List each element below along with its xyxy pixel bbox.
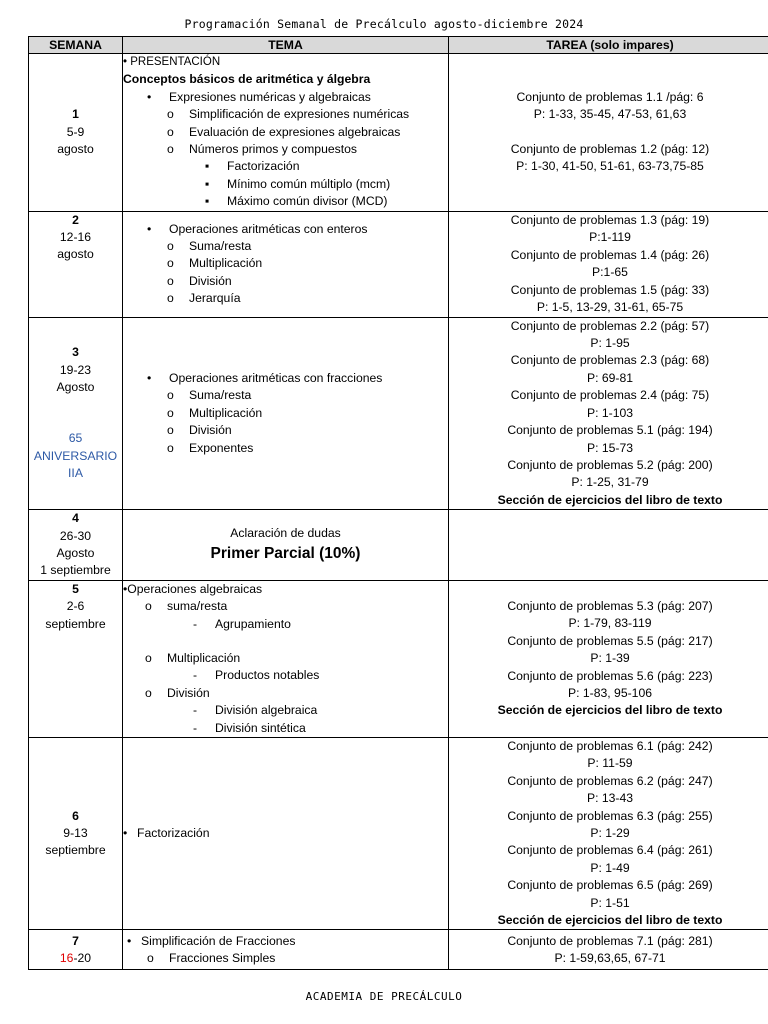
list-item: • Simplificación de Fracciones: [127, 933, 296, 948]
assignment-line: Conjunto de problemas 5.1 (pág: 194): [507, 423, 713, 438]
list-item: - División algebraica: [193, 703, 318, 718]
week-cell: [29, 738, 123, 930]
list-item: - División sintética: [193, 720, 306, 735]
list-item: o Evaluación de expresiones algebraicas: [167, 124, 401, 139]
tarea-cell: [449, 211, 768, 317]
list-item: ▪ Máximo común divisor (MCD): [205, 194, 388, 209]
list-item: - Agrupamiento: [193, 616, 291, 631]
tarea-cell: [449, 738, 768, 930]
week-cell: [29, 930, 123, 970]
list-item: - Productos notables: [193, 668, 320, 683]
week-cell: [29, 510, 123, 581]
assignment-line: P: 1-103: [586, 405, 634, 420]
assignment-line: P:1-119: [589, 230, 631, 245]
assignment-line: Conjunto de problemas 5.2 (pág: 200): [507, 457, 713, 472]
week-extra-date: 1 septiembre: [40, 563, 111, 578]
week-cell: [29, 317, 123, 509]
week-row-1: [29, 54, 768, 212]
assignment-line: P: 1-33, 35-45, 47-53, 61,63: [533, 107, 687, 122]
list-item: o División: [167, 423, 232, 438]
assignment-line: Conjunto de problemas 2.4 (pág: 75): [510, 388, 710, 403]
assignment-line: Conjunto de problemas 6.5 (pág: 269): [507, 878, 713, 893]
assignment-line: Conjunto de problemas 1.4 (pág: 26): [510, 247, 710, 262]
week-number: 2: [72, 212, 79, 227]
assignment-line: P: 11-59: [587, 756, 633, 771]
week-dates: 16-20: [59, 950, 92, 965]
tarea-cell: [449, 317, 768, 509]
header-tarea: TAREA (solo impares): [449, 37, 768, 54]
list-item: • PRESENTACIÓN: [123, 56, 221, 68]
assignment-line: Conjunto de problemas 6.3 (pág: 255): [507, 808, 713, 823]
anniversary-note: 65: [68, 431, 83, 446]
tema-cell: [123, 54, 449, 212]
tema-cell: [123, 211, 449, 317]
assignment-line: P: 1-39: [590, 651, 630, 666]
week-number: 7: [72, 933, 79, 948]
assignment-line: Sección de ejercicios del libro de texto: [497, 492, 723, 507]
week-row-7: [29, 930, 768, 970]
week-month: Agosto: [56, 545, 95, 560]
tema-cell: [123, 510, 449, 581]
list-item: •Operaciones algebraicas: [123, 581, 263, 596]
week-dates: 9-13: [63, 826, 88, 841]
assignment-line: P:1-65: [592, 265, 628, 280]
list-item: o Fracciones Simples: [147, 950, 276, 965]
assignment-line: Conjunto de problemas 5.3 (pág: 207): [507, 598, 713, 613]
tarea-cell: [449, 930, 768, 970]
week-dates: 2-6: [66, 599, 85, 614]
assignment-line: Conjunto de problemas 5.5 (pág: 217): [507, 633, 713, 648]
list-item: o suma/resta: [145, 599, 228, 614]
list-item: • Expresiones numéricas y algebraicas: [147, 89, 371, 104]
week-number: 3: [72, 345, 79, 360]
tema-cell: [123, 930, 449, 970]
list-item: o Exponentes: [167, 440, 254, 455]
week-number: 4: [72, 511, 79, 526]
list-item: o División: [167, 273, 232, 288]
list-item: ▪ Mínimo común múltiplo (mcm): [205, 176, 391, 191]
week-cell: [29, 580, 123, 737]
assignment-line: P: 69-81: [586, 370, 634, 385]
topic-heading: Conceptos básicos de aritmética y álgebra: [123, 72, 371, 87]
week-dates: 19-23: [59, 362, 92, 377]
list-item: o División: [145, 685, 210, 700]
assignment-line: P: 1-5, 13-29, 31-61, 65-75: [536, 299, 684, 314]
assignment-line: Conjunto de problemas 1.3 (pág: 19): [510, 212, 710, 227]
assignment-line: P: 1-30, 41-50, 51-61, 63-73,75-85: [516, 159, 704, 174]
assignment-line: Conjunto de problemas 2.3 (pág: 68): [510, 353, 710, 368]
anniversary-note: IIA: [68, 466, 83, 481]
list-item: ▪ Factorización: [205, 159, 300, 174]
list-item: o Suma/resta: [167, 388, 252, 403]
tema-cell: [123, 317, 449, 509]
list-item: o Simplificación de expresiones numéricas: [167, 107, 410, 122]
tarea-cell: [449, 580, 768, 737]
week-row-6: [29, 738, 768, 930]
week-dates: 26-30: [59, 528, 92, 543]
clarification-text: Aclaración de dudas: [230, 526, 341, 541]
week-month: septiembre: [45, 616, 106, 631]
header-tema: TEMA: [123, 37, 449, 54]
list-item: • Factorización: [123, 826, 210, 841]
week-row-5: [29, 580, 768, 737]
week-cell: [29, 211, 123, 317]
assignment-line: Conjunto de problemas 1.5 (pág: 33): [510, 282, 710, 297]
list-item: o Multiplicación: [145, 650, 241, 665]
assignment-line: P: 1-29: [590, 826, 630, 841]
week-number: 6: [72, 808, 79, 823]
assignment-line: Conjunto de problemas 7.1 (pág: 281): [507, 933, 713, 948]
week-number: 5: [72, 581, 79, 596]
tarea-cell: [449, 510, 768, 581]
list-item: • Operaciones aritméticas con enteros: [147, 221, 368, 236]
week-month: septiembre: [45, 843, 106, 858]
assignment-line: P: 1-25, 31-79: [571, 475, 649, 490]
week-row-2: [29, 211, 768, 317]
assignment-line: Conjunto de problemas 1.2 (pág: 12): [510, 141, 710, 156]
assignment-line: Conjunto de problemas 1.1 /pág: 6: [516, 90, 704, 105]
assignment-line: P: 1-51: [590, 895, 630, 910]
assignment-line: Sección de ejercicios del libro de texto: [497, 703, 723, 718]
list-item: o Suma/resta: [167, 239, 252, 254]
week-month: agosto: [57, 247, 94, 262]
document-title: Programación Semanal de Precálculo agosto-diciembre 2024: [184, 17, 584, 31]
list-item: o Multiplicación: [167, 256, 263, 271]
table-header-row: [29, 37, 768, 54]
week-month: Agosto: [56, 379, 95, 394]
week-dates: 12-16: [59, 230, 92, 245]
week-dates: 5-9: [66, 124, 85, 139]
footer-text: ACADEMIA DE PRECÁLCULO: [305, 990, 463, 1003]
exam-label: Primer Parcial (10%): [210, 544, 361, 562]
assignment-line: Conjunto de problemas 6.1 (pág: 242): [507, 739, 713, 753]
schedule-table: [28, 36, 768, 970]
assignment-line: Sección de ejercicios del libro de texto: [497, 913, 723, 928]
list-item: • Operaciones aritméticas con fracciones: [147, 370, 383, 385]
week-row-4: [29, 510, 768, 581]
tarea-cell: [449, 54, 768, 212]
list-item: o Números primos y compuestos: [167, 142, 357, 157]
week-number: 1: [72, 107, 79, 122]
assignment-line: Conjunto de problemas 2.2 (pág: 57): [510, 318, 710, 333]
week-month: agosto: [57, 142, 94, 157]
week-row-3: [29, 317, 768, 509]
assignment-line: P: 15-73: [586, 440, 634, 455]
assignment-line: Conjunto de problemas 6.4 (pág: 261): [507, 843, 713, 858]
anniversary-note: ANIVERSARIO: [33, 448, 118, 463]
assignment-line: Conjunto de problemas 6.2 (pág: 247): [507, 773, 713, 788]
tema-cell: [123, 738, 449, 930]
assignment-line: Conjunto de problemas 5.6 (pág: 223): [507, 668, 713, 683]
assignment-line: P: 1-83, 95-106: [567, 685, 652, 700]
assignment-line: P: 13-43: [586, 791, 634, 806]
list-item: o Jerarquía: [167, 291, 241, 306]
list-item: o Multiplicación: [167, 405, 263, 420]
assignment-line: P: 1-95: [590, 336, 630, 351]
assignment-line: P: 1-59,63,65, 67-71: [554, 950, 666, 965]
assignment-line: P: 1-49: [590, 860, 630, 875]
tema-cell: [123, 580, 449, 737]
header-semana: SEMANA: [29, 37, 123, 54]
week-cell: [29, 54, 123, 212]
assignment-line: P: 1-79, 83-119: [568, 616, 652, 631]
